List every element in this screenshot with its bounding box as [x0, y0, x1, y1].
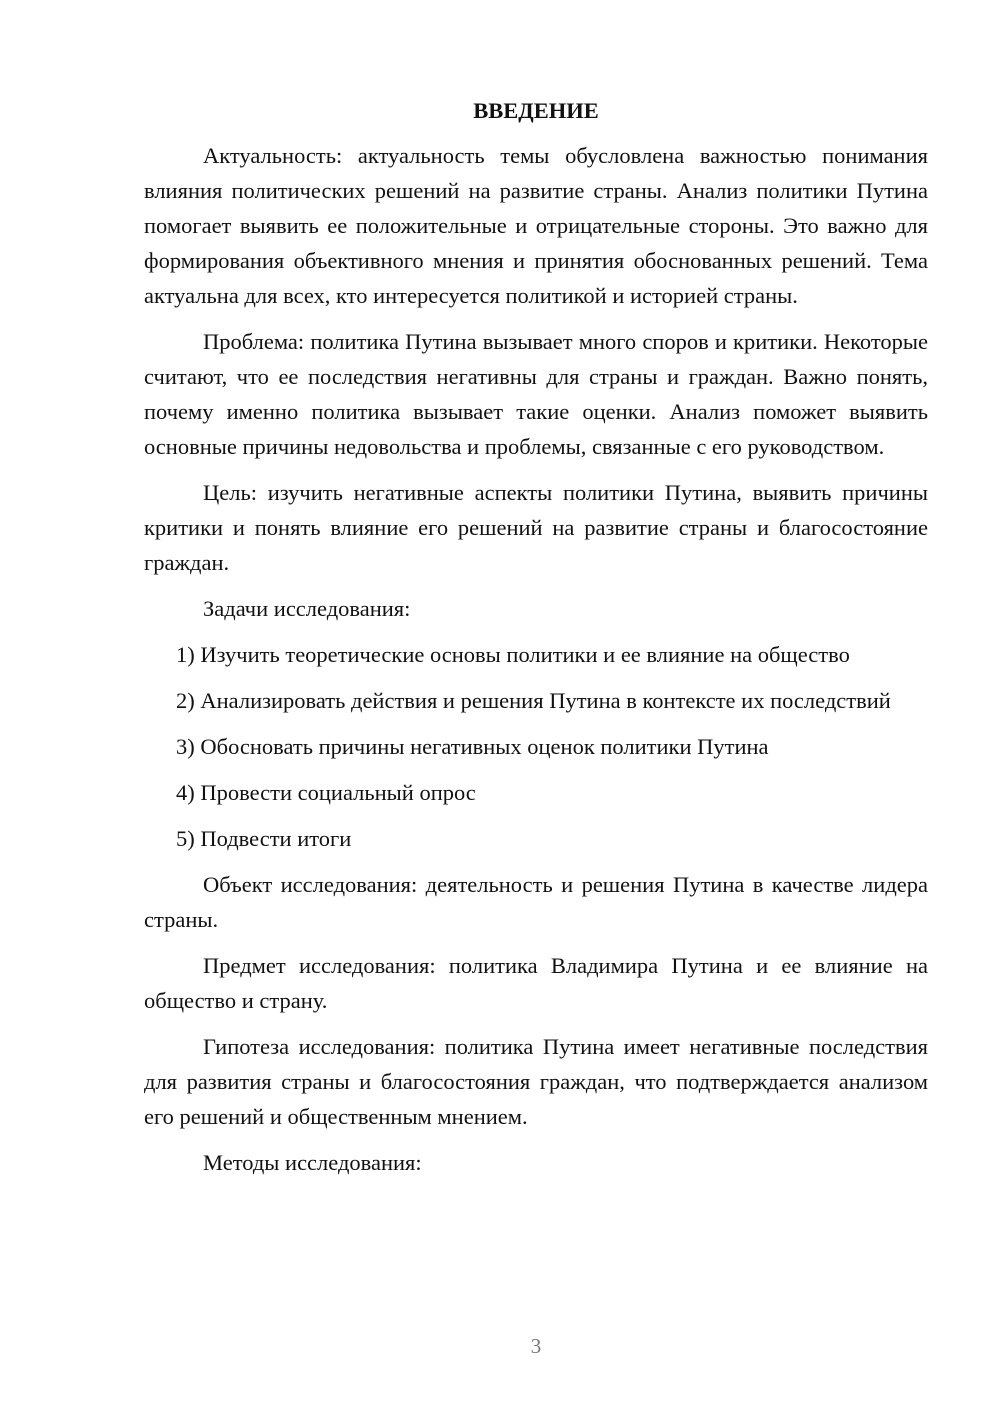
paragraph-methods: Методы исследования:: [203, 1150, 422, 1175]
tasks-list: [144, 637, 928, 856]
paragraph-relevance: Актуальность: актуальность темы обусловлена важностью понимания влияния политических решений на развитие страны. Анализ политики Путина помогает выявить ее положительные и отрицательные стороны. Это важно для формирования объективного мнения и принятия обоснованных решений. Тема актуальна для всех, кто интересуется политикой и историей страны.: [144, 143, 928, 308]
paragraph-object: Объект исследования: деятельность и решения Путина в качестве лидера страны.: [144, 872, 928, 932]
list-item: 1) Изучить теоретические основы политики и ее влияние на общество: [176, 642, 850, 667]
page-title: ВВЕДЕНИЕ: [473, 98, 599, 123]
list-item: 3) Обосновать причины негативных оценок политики Путина: [176, 734, 769, 759]
paragraph-tasks-intro: Задачи исследования:: [203, 596, 411, 621]
list-item: 4) Провести социальный опрос: [176, 780, 476, 805]
page-number: 3: [530, 1334, 542, 1358]
paragraph-problem: Проблема: политика Путина вызывает много споров и критики. Некоторые считают, что ее последствия негативны для страны и граждан. Важно понять, почему именно политика вызывает такие оценки. Анализ поможет выявить основные причины недовольства и проблемы, связанные с его руководством.: [144, 329, 928, 459]
list-item: 2) Анализировать действия и решения Путина в контексте их последствий: [176, 688, 891, 713]
paragraph-subject: Предмет исследования: политика Владимира Путина и ее влияние на общество и страну.: [144, 953, 928, 1013]
document-body: [144, 93, 928, 1191]
paragraph-hypothesis: Гипотеза исследования: политика Путина имеет негативные последствия для развития страны и благосостояния граждан, что подтверждается анализом его решений и общественным мнением.: [144, 1034, 928, 1129]
paragraph-goal: Цель: изучить негативные аспекты политики Путина, выявить причины критики и понять влияние его решений на развитие страны и благосостояние граждан.: [144, 480, 928, 575]
list-item: 5) Подвести итоги: [176, 826, 352, 851]
